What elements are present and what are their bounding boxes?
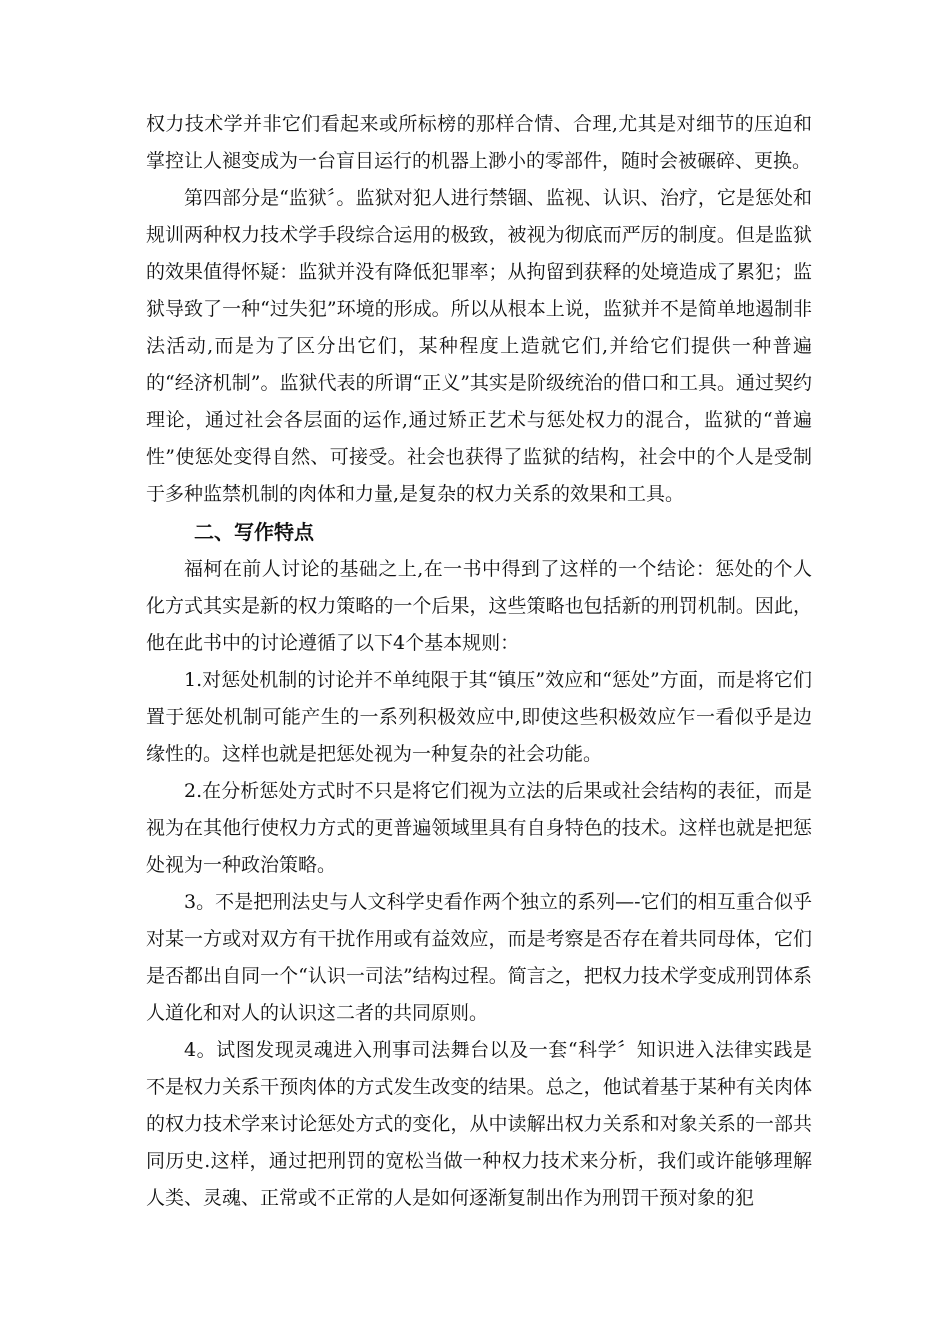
paragraph-rule-4: 4。试图发现灵魂进入刑事司法舞台以及一套“科学〞知识进入法律实践是不是权力关系干预肉体的方式发生改变的结果。总之，他试着基于某种有关肉体的权力技术学来讨论惩处方式的变化，从中读解出权力关系和对象关系的一部共同历史.这样，通过把刑罚的宽松当做一种权力技术来分析，我们或许能够理解人类、灵魂、正常或不正常的人是如何逐渐复制出作为刑罚干预对象的犯 — [146, 1039, 812, 1209]
document-body — [146, 106, 812, 1217]
section-heading: 二、写作特点 — [194, 520, 314, 544]
paragraph-intro: 福柯在前人讨论的基础之上,在一书中得到了这样的一个结论：惩处的个人化方式其实是新的权力策略的一个后果，这些策略也包括新的刑罚机制。因此，他在此书中的讨论遵循了以下4个基本规则： — [146, 558, 812, 654]
paragraph-continuation: 权力技术学并非它们看起来或所标榜的那样合情、合理,尤其是对细节的压迫和掌控让人褪变成为一台盲目运行的机器上渺小的零部件，随时会被碾碎、更换。 — [146, 113, 812, 172]
paragraph-rule-2: 2.在分析惩处方式时不只是将它们视为立法的后果或社会结构的表征，而是视为在其他行使权力方式的更普遍领域里具有自身特色的技术。这样也就是把惩处视为一种政治策略。 — [146, 780, 812, 876]
paragraph-rule-1: 1.对惩处机制的讨论并不单纯限于其“镇压”效应和“惩处”方面，而是将它们置于惩处机制可能产生的一系列积极效应中,即使这些积极效应乍一看似乎是边缘性的。这样也就是把惩处视为一种复杂的社会功能。 — [146, 669, 812, 765]
paragraph-prison: 第四部分是“监狱〞。监狱对犯人进行禁锢、监视、认识、治疗，它是惩处和规训两种权力技术学手段综合运用的极致，被视为彻底而严厉的制度。但是监狱的效果值得怀疑：监狱并没有降低犯罪率；从拘留到获释的处境造成了累犯；监狱导致了一种“过失犯”环境的形成。所以从根本上说，监狱并不是简单地遏制非法活动,而是为了区分出它们，某种程度上造就它们,并给它们提供一种普遍的“经济机制”。监狱代表的所谓“正义”其实是阶级统治的借口和工具。通过契约理论，通过社会各层面的运作,通过矫正艺术与惩处权力的混合，监狱的“普遍性”使惩处变得自然、可接受。社会也获得了监狱的结构，社会中的个人是受制于多种监禁机制的肉体和力量,是复杂的权力关系的效果和工具。 — [146, 187, 812, 505]
paragraph-rule-3: 3。不是把刑法史与人文科学史看作两个独立的系列—-它们的相互重合似乎对某一方或对双方有干扰作用或有益效应，而是考察是否存在着共同母体，它们是否都出自同一个“认识一司法”结构过程。简言之，把权力技术学变成刑罚体系人道化和对人的认识这二者的共同原则。 — [146, 891, 812, 1024]
